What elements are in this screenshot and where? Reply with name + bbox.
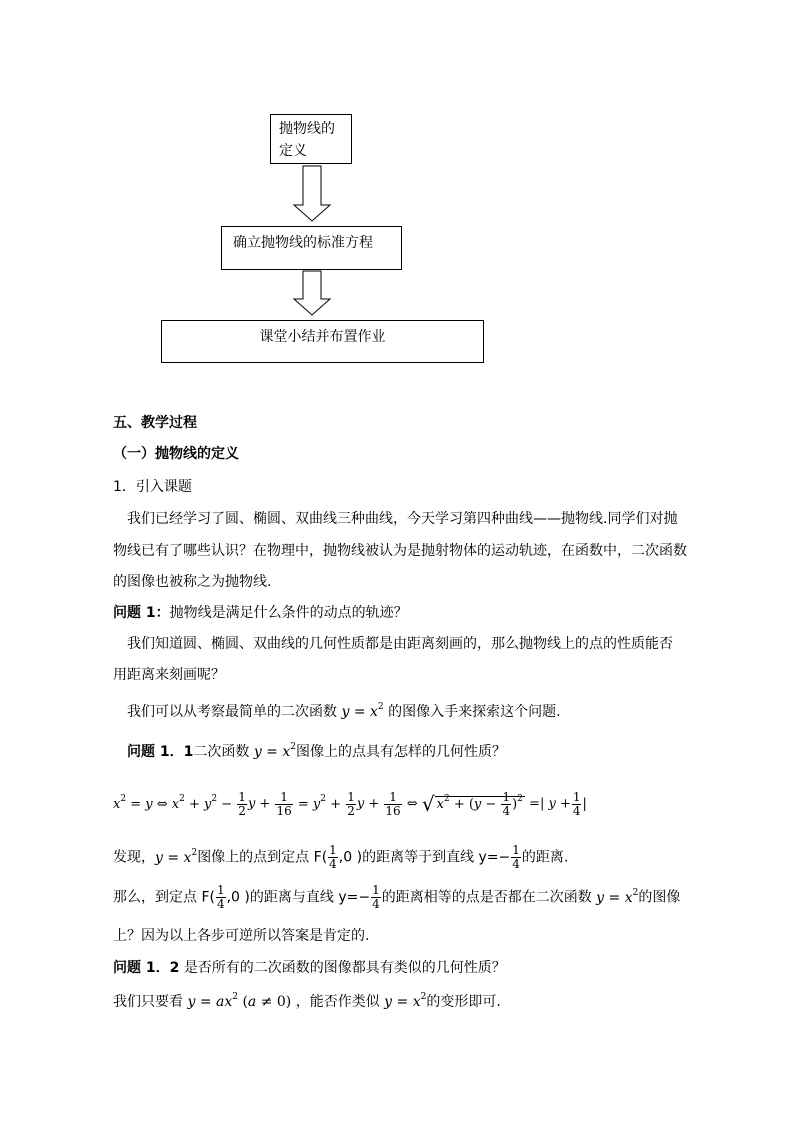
flow-arrow-down-1 <box>294 166 330 221</box>
para1-line2: 物线已有了哪些认识？在物理中，抛物线被认为是抛射物体的运动轨迹，在函数中，二次函数 <box>113 543 687 559</box>
question-1-2 <box>113 958 506 978</box>
para1-line3: 的图像也被称之为抛物线. <box>113 574 272 590</box>
subsection-heading: （一）抛物线的定义 <box>113 446 239 462</box>
last-line: 我们只要看 $y = ax^2$ (a ≠ 0) ，能否作类似 $y = x^2$的变形即可. <box>113 992 501 1010</box>
formula-y-eq-x2-b: $y = x^2$ <box>253 742 296 760</box>
discovery-pre: 发现， <box>113 849 155 866</box>
then-mid2: 的距离相等的点是否都在二次函数 <box>381 889 592 906</box>
flow-box-standard-equation <box>221 226 402 270</box>
flow-box-definition-line2: 定义 <box>279 143 307 159</box>
section-heading: 五、教学过程 <box>113 415 197 431</box>
discovery-mid2: ,0 )的距离等于到直线 y=− <box>338 849 511 866</box>
question-1-2-text: 是否所有的二次函数的图像都具有类似的几何性质？ <box>183 960 506 976</box>
then-pre: 那么，到定点 F( <box>113 889 215 906</box>
derivation-formula: $x^2 = y$ ⇔ $x^2 + y^2$ − $\frac{1}{2}$ y + $\frac{1}{16}$ = $y^2$ + $\frac{1}{2}$ y + $\frac{1}{16}$ ⇔ √ $x^2 + (y$ − $\frac{1}{4}$ )$^2$ =| y + $\frac{1}{4}$ | <box>113 789 587 818</box>
then-line1: 那么，到定点 F( $\frac{1}{4}$ ,0 )的距离与直线 y=− $\frac{1}{4}$ 的距离相等的点是否都在二次函数 $y = x^2$的图像 <box>113 883 681 911</box>
item-heading: 1．引入课题 <box>113 479 192 495</box>
question-1-1-label: 问题 1．1 <box>127 744 194 760</box>
para2-line2: 用距离来刻画呢？ <box>113 667 225 683</box>
discovery-mid1: 图像上的点到定点 F( <box>197 849 328 866</box>
last-pre: 我们只要看 <box>113 994 183 1010</box>
flow-box-summary <box>161 320 484 363</box>
flow-box-standard-equation-label: 确立抛物线的标准方程 <box>233 235 373 251</box>
question-1-2-label: 问题 1．2 <box>113 960 180 976</box>
para3-pre: 我们可以从考察最简单的二次函数 <box>127 704 337 720</box>
para3 <box>127 702 561 724</box>
flow-box-definition-line1: 抛物线的 <box>279 121 335 137</box>
flow-arrow-down-2 <box>294 271 330 315</box>
last-post: 的变形即可. <box>426 994 501 1010</box>
para1-line1: 我们已经学习了圆、椭圆、双曲线三种曲线，今天学习第四种曲线——抛物线.同学们对抛 <box>127 511 678 527</box>
question-1-1-pre: 二次函数 <box>193 744 250 760</box>
para2-line1: 我们知道圆、椭圆、双曲线的几何性质都是由距离刻画的，那么抛物线上的点的性质能否 <box>127 636 673 652</box>
then-mid1: ,0 )的距离与直线 y=− <box>226 889 371 906</box>
question-1-1 <box>127 742 506 764</box>
flow-box-summary-label: 课堂小结并布置作业 <box>259 329 386 345</box>
then-post: 的图像 <box>638 889 681 906</box>
formula-y-eq-x2: $y = x^2$ <box>341 702 384 720</box>
question-1-1-post: 图像上的点具有怎样的几何性质？ <box>296 744 506 760</box>
question-1-label: 问题 1： <box>113 605 170 621</box>
question-1-text: 抛物线是满足什么条件的动点的轨迹？ <box>169 605 408 621</box>
discovery-line: 发现，$y = x^2$图像上的点到定点 F( $\frac{1}{4}$ ,0 )的距离等于到直线 y=− $\frac{1}{4}$ 的距离. <box>113 843 569 871</box>
then-line2: 上？因为以上各步可逆所以答案是肯定的. <box>113 928 370 944</box>
discovery-post: 的距离. <box>521 849 569 866</box>
para3-post: 的图像入手来探索这个问题. <box>388 704 561 720</box>
last-mid: ，能否作类似 <box>295 994 380 1010</box>
question-1 <box>113 603 408 623</box>
